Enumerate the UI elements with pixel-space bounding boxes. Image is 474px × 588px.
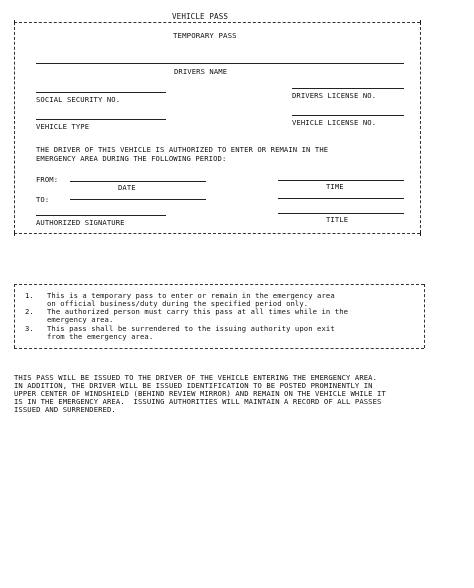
note-text: from the emergency area. [47,332,154,341]
instructions-text: UPPER CENTER OF WINDSHIELD (BEHIND REVIEW MIRROR) AND REMAIN ON THE VEHICLE WHILE IT [14,389,386,398]
note-text: The authorized person must carry this pass at all times while in the [47,307,349,316]
from-date-line [70,181,206,182]
note-text: on official business/duty during the specified period only. [47,299,309,308]
note-text: This pass shall be surrendered to the issuing authority upon exit [47,324,335,333]
instructions-text: THIS PASS WILL BE ISSUED TO THE DRIVER OF THE VEHICLE ENTERING THE EMERGENCY AREA. [14,373,378,382]
notes-border-top [14,284,424,285]
note-number: 2. [25,307,34,316]
vehicle-license-label: VEHICLE LICENSE NO. [292,118,377,127]
note-number: 1. [25,291,34,300]
notes-border-left [14,284,15,348]
instructions-text: ISSUED AND SURRENDERED. [14,405,116,414]
ssn-line [36,92,166,93]
ssn-label: SOCIAL SECURITY NO. [36,95,121,104]
signature-line [36,215,166,216]
from-time-line [278,180,404,181]
corner-mark [420,231,421,236]
pass-border-left [14,22,15,233]
drivers-name-line [36,63,404,64]
time-label: TIME [326,182,344,191]
title-label: TITLE [326,215,349,224]
corner-mark [14,20,15,25]
drivers-license-line [292,88,404,89]
vehicle-license-line [292,115,404,116]
to-date-line [70,199,206,200]
page-title: VEHICLE PASS [172,12,229,21]
note-text: This is a temporary pass to enter or remain in the emergency area [47,291,335,300]
note-number: 3. [25,324,34,333]
to-label: TO: [36,195,50,204]
instructions-text: IS IN THE EMERGENCY AREA. ISSUING AUTHORITIES WILL MAINTAIN A RECORD OF ALL PASSES [14,397,382,406]
notes-border-right [424,284,425,348]
pass-border-top [14,22,420,23]
authorized-signature-label: AUTHORIZED SIGNATURE [36,218,125,227]
title-line [278,213,404,214]
pass-border-bottom [14,233,420,234]
drivers-name-label: DRIVERS NAME [174,67,228,76]
vehicle-type-line [36,119,166,120]
temporary-pass-heading: TEMPORARY PASS [173,31,237,40]
notes-border-bottom [14,348,424,349]
authorization-text: EMERGENCY AREA DURING THE FOLLOWING PERIOD: [36,154,227,163]
pass-border-right [420,22,421,233]
date-label: DATE [118,183,136,192]
authorization-text: THE DRIVER OF THIS VEHICLE IS AUTHORIZED TO ENTER OR REMAIN IN THE [36,145,329,154]
to-time-line [278,198,404,199]
instructions-text: IN ADDITION, THE DRIVER WILL BE ISSUED IDENTIFICATION TO BE POSTED PROMINENTLY IN [14,381,373,390]
from-label: FROM: [36,175,59,184]
vehicle-type-label: VEHICLE TYPE [36,122,90,131]
drivers-license-label: DRIVERS LICENSE NO. [292,91,377,100]
note-text: emergency area. [47,315,114,324]
corner-mark [420,20,421,25]
corner-mark [14,231,15,236]
